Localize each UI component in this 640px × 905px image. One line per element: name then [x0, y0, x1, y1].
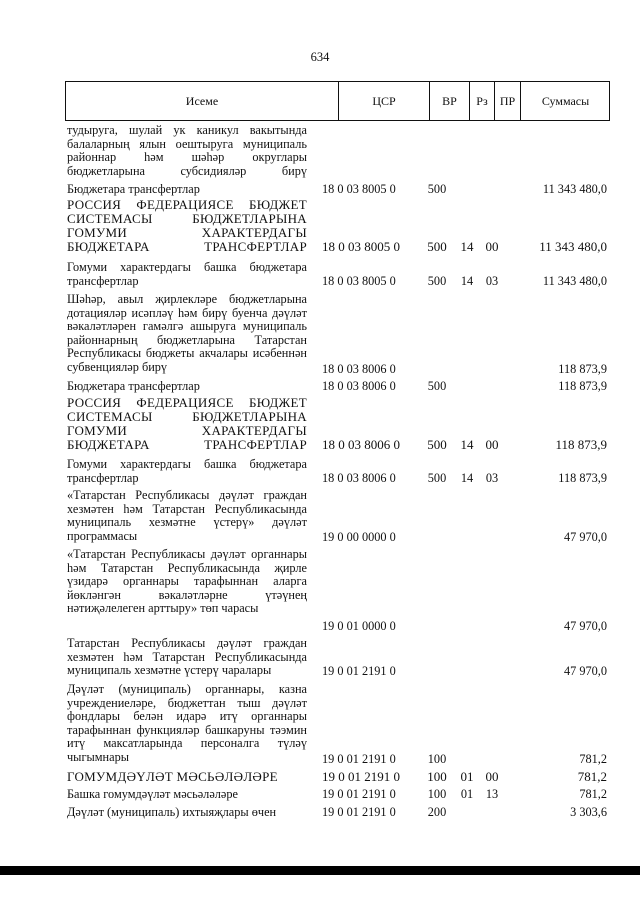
bottom-border: [0, 866, 640, 875]
row-vr: 500: [427, 437, 447, 452]
row-name: Бюджетара трансфертлар: [67, 379, 200, 393]
row-sum: 781,2: [579, 787, 607, 801]
header-pr: ПР: [499, 93, 516, 108]
row-name: Башка гомумдәүләт мәсьәләләре: [67, 787, 238, 801]
row-sum: 47 970,0: [563, 664, 607, 678]
row-vr: 500: [427, 239, 447, 254]
row-sum: 11 343 480,0: [542, 182, 607, 196]
row-sum: 47 970,0: [563, 619, 607, 633]
row-vr: 500: [427, 182, 447, 196]
row-sum: 118 873,9: [558, 471, 607, 485]
row-vr: 200: [427, 805, 447, 819]
row-csr: 18 0 03 8006 0: [322, 379, 396, 393]
row-sum: 118 873,9: [555, 437, 607, 452]
row-vr: 500: [427, 471, 447, 485]
row-csr: 18 0 03 8005 0: [322, 274, 396, 288]
row-name: «Татарстан Республикасы дәүләт органнары һәм Татарстан Республикасында җирле үзидарә органнары тарафыннан аларга йөкләнгән вәкаләтләрне үтәүнең нәтиҗәлелеген арттыру» төп чарасы: [67, 547, 307, 616]
row-csr: 19 0 01 2191 0: [322, 805, 396, 819]
row-name: Гомуми характердагы башка бюджетара трансфертлар: [67, 457, 307, 485]
page-number: 634: [310, 50, 330, 64]
row-pr: 13: [485, 787, 499, 801]
row-rz: 14: [460, 274, 474, 288]
row-rz: 01: [460, 787, 474, 801]
header-csr: ЦСР: [372, 93, 396, 108]
row-name: Гомуми характердагы башка бюджетара трансфертлар: [67, 260, 307, 288]
row-csr: 18 0 03 8006 0: [322, 437, 400, 452]
row-pr: 00: [485, 239, 499, 254]
row-pr: 00: [485, 437, 499, 452]
header-rz: Рз: [476, 93, 488, 108]
row-sum: 11 343 480,0: [542, 274, 607, 288]
header-vr: ВР: [442, 93, 457, 108]
row-pr: 00: [485, 769, 499, 784]
row-csr: 18 0 03 8005 0: [322, 182, 396, 196]
row-csr: 19 0 01 2191 0: [322, 787, 396, 801]
row-sum: 11 343 480,0: [539, 239, 607, 254]
row-csr: 19 0 00 0000 0: [322, 530, 396, 544]
row-vr: 500: [427, 274, 447, 288]
header-sum: Суммасы: [541, 93, 590, 108]
row-name: РОССИЯ ФЕДЕРАЦИЯСЕ БЮДЖЕТ СИСТЕМАСЫ БЮДЖЕТЛАРЫНА ГОМУМИ ХАРАКТЕРДАГЫ БЮДЖЕТАРА ТРАНСФЕРТЛАР: [67, 197, 307, 254]
table-header: [65, 81, 610, 121]
row-rz: 01: [460, 769, 474, 784]
row-rz: 14: [460, 239, 474, 254]
row-name: ГОМУМДӘҮЛӘТ МӘСЬӘЛӘЛӘРЕ: [67, 769, 278, 784]
row-name: Шәһәр, авыл җирлекләре бюджетларына дотацияләр исәпләү һәм бирү буенча дәүләт вәкаләтләрен гамәлгә ашыруга муниципаль районнарның бюджетларына Татарстан Республикасы бюджеты акчалары исәбеннән субвенцияләр бирү: [67, 292, 307, 374]
row-pr: 03: [485, 274, 499, 288]
row-csr: 19 0 01 2191 0: [322, 769, 400, 784]
row-sum: 3 303,6: [570, 805, 607, 819]
row-csr: 18 0 03 8005 0: [322, 239, 400, 254]
row-vr: 100: [427, 769, 447, 784]
row-name: Татарстан Республикасы дәүләт граждан хезмәтен һәм Татарстан Республикасында муниципаль хезмәтне үстерү чаралары: [67, 636, 307, 678]
row-csr: 19 0 01 2191 0: [322, 664, 396, 678]
row-csr: 18 0 03 8006 0: [322, 471, 396, 485]
row-sum: 118 873,9: [558, 379, 607, 393]
row-name: тудыруга, шулай ук каникул вакытында балаларның ялын оештыруга муниципаль районнар һәм шәһәр округлары бюджетларына субсидияләр бирү: [67, 123, 307, 178]
row-name: Дәүләт (муниципаль) органнары, казна учреждениеләре, бюджеттан тыш дәүләт фондлары белән идарә итү органнары тарафыннан функцияләр башкаруны тәэмин итү максатларында персоналга түләү чыгымнары: [67, 682, 307, 764]
row-rz: 14: [460, 471, 474, 485]
row-sum: 781,2: [577, 769, 607, 784]
row-name: РОССИЯ ФЕДЕРАЦИЯСЕ БЮДЖЕТ СИСТЕМАСЫ БЮДЖЕТЛАРЫНА ГОМУМИ ХАРАКТЕРДАГЫ БЮДЖЕТАРА ТРАНСФЕРТЛАР: [67, 395, 307, 452]
row-sum: 47 970,0: [563, 530, 607, 544]
row-pr: 03: [485, 471, 499, 485]
row-csr: 19 0 01 0000 0: [322, 619, 396, 633]
row-rz: 14: [460, 437, 474, 452]
row-csr: 19 0 01 2191 0: [322, 752, 396, 766]
row-vr: 500: [427, 379, 447, 393]
header-name: Исеме: [185, 93, 219, 108]
row-sum: 118 873,9: [558, 362, 607, 376]
row-sum: 781,2: [579, 752, 607, 766]
row-name: Дәүләт (муниципаль) ихтыяҗлары өчен: [67, 805, 277, 819]
row-name: Бюджетара трансфертлар: [67, 182, 200, 196]
row-vr: 100: [427, 787, 447, 801]
row-vr: 100: [427, 752, 447, 766]
row-csr: 18 0 03 8006 0: [322, 362, 396, 376]
row-name: «Татарстан Республикасы дәүләт граждан хезмәтен һәм Татарстан Республикасында муниципаль хезмәтне үстерү» дәүләт программасы: [67, 488, 307, 543]
